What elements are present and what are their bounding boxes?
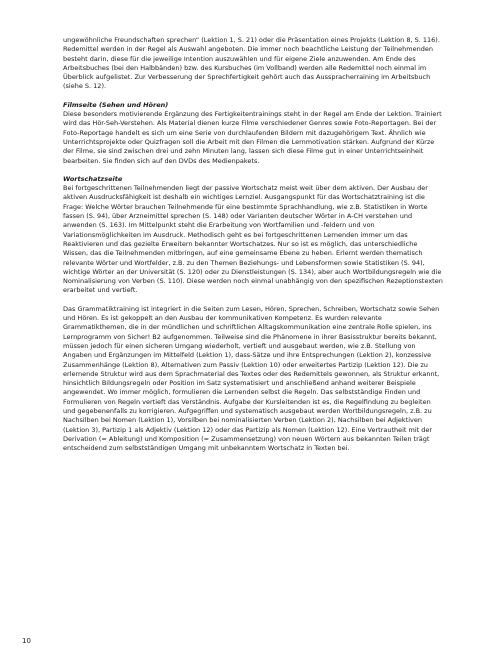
- film-section-heading: Filmseite (Sehen und Hören): [63, 100, 169, 109]
- page-content: [63, 36, 443, 453]
- page-number: 10: [22, 637, 31, 645]
- intro-paragraph: ungewöhnliche Freundschaften sprechen“ (Lektion 1, S. 21) oder die Präsentation eines Projekts (Lektion 8, S. 116). Redemittel werden in der Regel als Auswahl angeboten. Die immer noch beachtliche Leistung der Teilnehmenden besteht darin, diese für die jeweilige Intention auszuwählen und für eigene Ziele anzuwenden. Am Ende des Arbeitsbuches (bei den Halbbänden) bzw. des Kursbuches (im Vollband) werden alle Redemittel noch einmal im Überblick aufgelistet. Zur Verbesserung der Sprechfertigkeit gehört auch das Ausspracherraining im Arbeitsbuch (siehe S. 12).: [63, 36, 440, 91]
- film-paragraph: Diese besonders motivierende Ergänzung des Fertigkeitentrainings steht in der Regel am Ende der Lektion. Trainiert wird das Hör-Seh-Verstehen. Als Material dienen kurze Filme verschiedener Genres sowie Foto-Reportagen. Bei der Foto-Reportage handelt es sich um eine Serie von durchlaufenden Bildern mit dazugehörigem Text. Ähnlich wie Unterrichtsprojekte oder Quizfragen soll die Arbeit mit den Filmen die Lernmotivation stärken. Aufgrund der Kürze der Filme, sie sind zwischen drei und zehn Minuten lang, lassen sich diese Filme gut in einer Unterrichtseinheit bearbeiten. Sie finden sich auf den DVDs des Medienpakets.: [63, 110, 442, 165]
- wortschatz-paragraph: Bei fortgeschrittenen Teilnehmenden liegt der passive Wortschatz meist weit über dem aktiven. Der Ausbau der aktiven Ausdrucksfähigkeit ist deshalb ein wichtiges Lernziel. Ausgangspunkt für das Wortschatztraining ist die Frage: Welche Wörter brauchen Teilnehmende für eine bestimmte Sprachhandlung, wie z.B. Statistiken in Worte fassen (S. 94), über Arzneimittel sprechen (S. 148) oder Varianten deutscher Wörter in A-CH verstehen und anwenden (S. 163). Im Mittelpunkt steht die Erarbeitung von Wortfamilien und -feldern und von Variationsmöglichkeiten im Ausdruck. Methodisch geht es bei fortgeschrittenen Lernenden immer um das Reaktivieren und das gezielte Erweitern bekannter Wortschatzes. Nur so ist es möglich, das unterschiedliche Wissen, das die Teilnehmenden mitbringen, auf eine gemeinsame Ebene zu heben. Erlernt werden thematisch relevante Wörter und Wortfelder, z.B. zu den Themen Beziehungs- und Lebensformen sowie Statistiken (S. 94), wichtige Wörter an der Universität (S. 120) oder zu Dienstleistungen (S. 134), aber auch Wortbildungsregeln wie die Nominalisierung von Verben (S. 110). Diese werden noch einmal unabhängig von den spezifischen Rezeptionstexten erarbeitet und vertieft.: [63, 184, 443, 295]
- wortschatz-section-heading: Wortschatzseite: [63, 174, 123, 183]
- grammar-paragraph: Das Grammatiktraining ist integriert in die Seiten zum Lesen, Hören, Sprechen, Schreiben, Wortschatz sowie Sehen und Hören. Es ist gekoppelt an den Ausbau der kommunikativen Kompetenz. Es wurden relevante Grammatikthemen, die in der mündlichen und schriftlichen Alltagskommunikation eine zentrale Rolle spielen, ins Lernprogramm von Sicher! B2 aufgenommen. Teilweise sind die Phänomene in ihrer Basisstruktur bereits bekannt, müssen jedoch für einen sicheren Umgang wiederholt, vertieft und ausgebaut werden, wie z.B. Stellung von Angaben und Ergänzungen im Mittelfeld (Lektion 1), dass-Sätze und ihre Entsprechungen (Lektion 2), konzessive Zusammenhänge (Lektion 8), Alternativen zum Passiv (Lektion 10) oder erweitertes Partizip (Lektion 12). Die zu erlernende Struktur wird aus dem Sprachmaterial des Textes oder des Redemittels gewonnen, als Struktur erkannt, hinsichtlich Bildungsregeln oder Position im Satz systematisiert und anschließend anhand weiterer Beispiele angewendet. Wo immer möglich, formulieren die Lernenden selbst die Regeln. Das selbstständige Finden und Formulieren von Regeln vertieft das Verständnis. Aufgabe der Kursleitenden ist es, die Regelfindung zu begleiten und gegebenenfalls zu korrigieren. Aufgegriffen und systematisch ausgebaut werden Wortbildungsregeln, z.B. zu Nachsilben bei Nomen (Lektion 1), Vorsilben bei nominalisierten Verben (Lektion 2), Nachsilben bei Adjektiven (Lektion 3), Partizip 1 als Adjektiv (Lektion 12) oder das Partizip als Nomen (Lektion 12). Eine Vertrautheit mit der Derivation (= Ableitung) und Komposition (= Zusammensetzung) von neuen Wörtern aus bekannten Teilen trägt entscheidend zum selbstständigen Umgang mit unbekanntem Wortschatz in Texten bei.: [63, 304, 440, 453]
